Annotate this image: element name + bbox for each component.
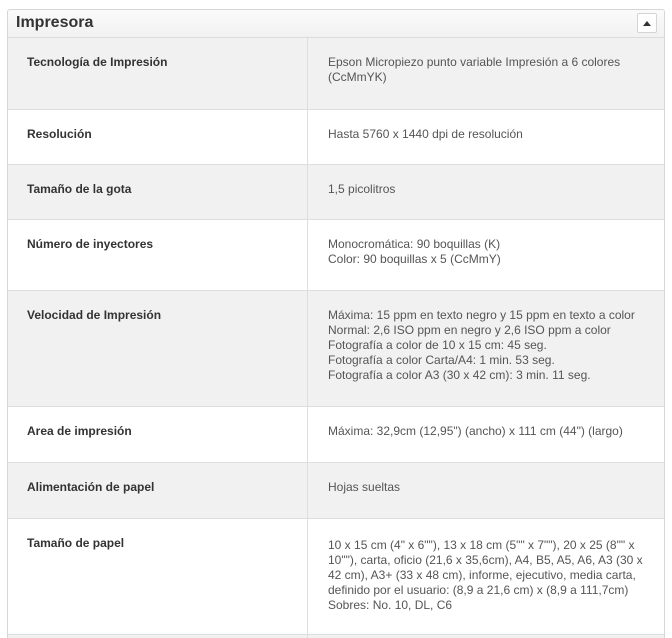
spec-label: Tecnología de Impresión bbox=[8, 38, 308, 109]
printer-specs-panel bbox=[7, 9, 665, 638]
spec-value-line: Máxima: 15 ppm en texto negro y 15 ppm en texto a color bbox=[328, 308, 635, 322]
spec-value-line: definido por el usuario: (8,9 a 21,6 cm) x (8,9 a 111,7cm) bbox=[328, 583, 629, 597]
table-row bbox=[8, 110, 664, 165]
spec-value-line: Fotografía a color A3 (30 x 42 cm): 3 min. 11 seg. bbox=[328, 368, 591, 382]
spec-label: Area de impresión bbox=[8, 407, 308, 462]
spec-value bbox=[308, 407, 664, 462]
spec-value bbox=[308, 165, 664, 219]
spec-value bbox=[308, 38, 664, 109]
spec-value-line: 1,5 picolitros bbox=[328, 182, 396, 196]
spec-value bbox=[308, 291, 664, 406]
panel-title: Impresora bbox=[16, 14, 94, 31]
spec-value-line: 10""), carta, oficio (21,6 x 35,6cm), A4, B5, A5, A6, A3 (30 x bbox=[328, 553, 643, 567]
spec-label: Resolución bbox=[8, 110, 308, 164]
spec-value-line: 10 x 15 cm (4" x 6""), 13 x 18 cm (5"" x 7""), 20 x 25 (8"" x bbox=[328, 538, 635, 552]
spec-value-line: Monocromática: 90 boquillas (K) bbox=[328, 237, 501, 251]
spec-value bbox=[308, 463, 664, 518]
specs-table bbox=[8, 38, 664, 638]
spec-value-line: Máxima: 32,9cm (12,95") (ancho) x 111 cm (44") (largo) bbox=[328, 424, 623, 438]
spec-value-line: (CcMmYK) bbox=[328, 70, 387, 84]
table-row bbox=[8, 407, 664, 463]
table-row bbox=[8, 38, 664, 110]
collapse-button[interactable] bbox=[637, 13, 657, 33]
table-row bbox=[8, 220, 664, 291]
spec-value bbox=[308, 110, 664, 164]
spec-value-line: Fotografía a color Carta/A4: 1 min. 53 seg. bbox=[328, 353, 555, 367]
spec-label: Velocidad de Impresión bbox=[8, 291, 308, 406]
spec-value-line: Hojas sueltas bbox=[328, 480, 401, 494]
chevron-up-icon bbox=[643, 21, 651, 26]
spec-value-line: Epson Micropiezo punto variable Impresión a 6 colores bbox=[328, 55, 621, 69]
spec-label: Tamaño de la gota bbox=[8, 165, 308, 219]
table-row bbox=[8, 165, 664, 220]
spec-label: Tamaño de papel bbox=[8, 519, 308, 634]
panel-header bbox=[8, 10, 664, 38]
spec-value-line: Color: 90 boquillas x 5 (CcMmY) bbox=[328, 252, 501, 266]
spec-value bbox=[308, 519, 664, 634]
spec-value-line: Hasta 5760 x 1440 dpi de resolución bbox=[328, 127, 523, 141]
table-row bbox=[8, 519, 664, 635]
spec-value-line: 42 cm), A3+ (33 x 48 cm), informe, ejecutivo, media carta, bbox=[328, 568, 636, 582]
spec-value-line: Fotografía a color de 10 x 15 cm: 45 seg. bbox=[328, 338, 547, 352]
spec-value-line: Normal: 2,6 ISO ppm en negro y 2,6 ISO ppm a color bbox=[328, 323, 611, 337]
table-row bbox=[8, 291, 664, 407]
spec-label: Número de inyectores bbox=[8, 220, 308, 290]
spec-label: Alimentación de papel bbox=[8, 463, 308, 518]
table-row bbox=[8, 463, 664, 519]
spec-value bbox=[308, 220, 664, 290]
spec-value-line: Sobres: No. 10, DL, C6 bbox=[328, 598, 453, 612]
